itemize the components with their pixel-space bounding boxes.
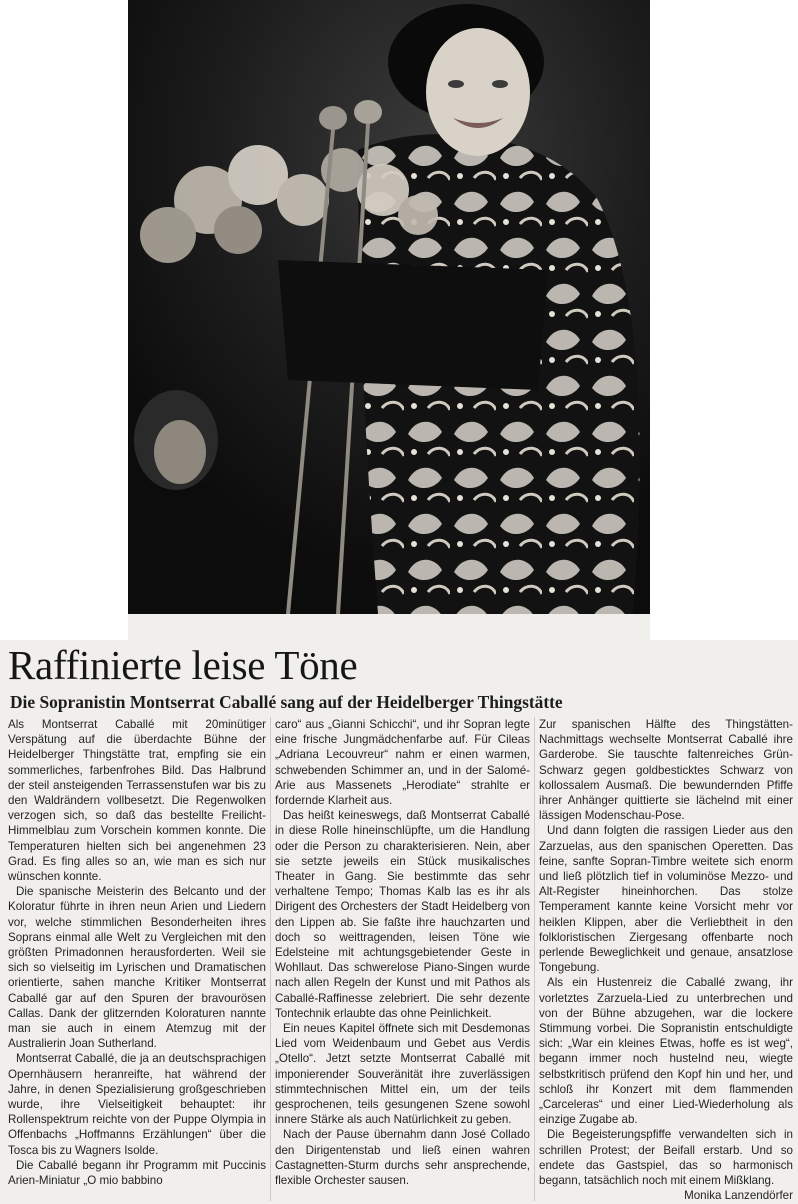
paragraph: Und dann folgten die rassigen Lieder aus den Zarzuelas, aus den spanischen Operetten. Das feine, sanfte Sopran-Timbre weitete sich enorm und ließ plötzlich tief in voluminöse Mezzo- und Alt-Register hineinhorchen. Das stolze Temperament kannte keine Vorsicht mehr vor heiklen Klippen, aber die Verliebtheit in den folkloristischen Ziergesang offenbarte noch perlende Beweglichkeit und genaue, ansatzlose Tongebung.	[539, 824, 793, 975]
paragraph: Das heißt keineswegs, daß Montserrat Caballé in diese Rolle hineinschlüpfte, um die Handlung oder die Person zu charakterisieren. Nein, aber sie setzte jeweils ein Stück musikalisches Theater in Gang. Sie bestimmte das sehr verhaltene Tempo; Thomas Kalb las es ihr als Dirigent des Orchesters der Stadt Heidelberg von den Lippen ab. Sie faßte ihre hauchzarten und doch so weittragenden, leisen Töne wie Edelsteine mit achtungsgebietender Geste in Wohllaut. Das schwerelose Piano-Singen wurde nach allen Regeln der Kunst und mit Pathos als Caballé-Raffinesse zelebriert. Die sehr dezente Tontechnik erlaubte das ohne Peinlichkeit.	[275, 809, 530, 1020]
paragraph: Zur spanischen Hälfte des Thingstätten-Nachmittags wechselte Montserrat Caballé ihre Garderobe. Sie tauschte faltenreiches Grün-Schwarz gegen goldbesticktes Schwarz von kollossalem Ausmaß. Die bewundernden Pfiffe ihrer Anhänger quittierte sie lächelnd mit einer lässigen Modenschau-Pose.	[539, 718, 793, 823]
article-column-1	[8, 717, 266, 1188]
paragraph: Ein neues Kapitel öffnete sich mit Desdemonas Lied vom Weidenbaum und Gebet aus Verdis „Otello“. Jetzt setzte Montserrat Caballé mit imponierender Souveränität ihre zuverlässigen stimmtechnischen Mittel ein, um der teils gesprochenen, teils gesungenen Szene sowohl innere Stärke als auch Natürlichkeit zu geben.	[275, 1022, 530, 1127]
paragraph: Als ein Hustenreiz die Caballé zwang, ihr vorletztes Zarzuela-Lied zu unterbrechen und von der Bühne abzugehen, war die lockere Stimmung vorbei. Die Sopranistin entschuldigte sich: „War ein kleines Etwas, hoffe es ist weg“, begann immer noch husteInd neu, wiegte selbstkritisch prüfend den Kopf hin und her, und schloß ihr Konzert mit dem flammenden „Carceleras“ und einer Lied-Wiederholung als einzige Zugabe ab.	[539, 976, 793, 1127]
face-shape	[426, 28, 530, 156]
article-photo	[128, 0, 654, 614]
paragraph: Als Montserrat Caballé mit 20minütiger Verspätung auf die überdachte Bühne der Heidelberger Thingstätte trat, empfing sie ein sommerliches, farbenfrohes Bild. Das Halbrund der steil ansteigenden Terrassenstufen war bis zu den Waldrändern vollbesetzt. Die Regenwolken verzogen sich, so daß das bestellte Freilicht-Himmelblau zum Vorschein kommen konnte. Die Temperaturen hielten sich bei angenehmen 23 Grad. Es fing alles so an, wie man es sich nur wünschen konnte.	[8, 718, 266, 884]
photo-margin	[650, 0, 664, 640]
article-column-2	[275, 717, 530, 1188]
column-divider	[270, 717, 271, 1201]
paragraph: Die spanische Meisterin des Belcanto und der Koloratur führte in ihren neun Arien und Liedern vor, welche stimmlichen Besonderheiten ihres Soprans einmal alle Welt zu Vergleichen mit den größten Primadonnen herausforderten. Weil sie sich so vielseitig im Lyrischen und Dramatischen orientierte, sahen manche Kritiker Montserrat Caballé gar auf den Spuren der bravourösen Callas. Dank der glitzernden Koloraturen nannte man sie auch in einem Atemzug mit der Australierin Joan Sutherland.	[8, 885, 266, 1051]
paragraph: Montserrat Caballé, die ja an deutschsprachigen Opernhäusern heranreifte, hat während der Jahre, in denen Spezialisierung großgeschrieben wurde, ihre Vielseitigkeit behauptet: ihr Rollenspektrum reichte von der Puppe Olympia in Offenbachs „Hoffmanns Erzählungen“ über die Tosca bis zu Wagners Isolde.	[8, 1052, 266, 1157]
paragraph: caro“ aus „Gianni Schicchi“, und ihr Sopran legte eine frische Jungmädchenfarbe auf. Für Cileas „Adriana Lecouvreur“ nahm er einen warmen, schwebenden Schimmer an, und in der Salomé-Arie aus Massenets „Herodiate“ strahlte er fordernde Klarheit aus.	[275, 718, 530, 808]
paragraph	[539, 1127, 793, 1203]
singer-photo-illustration	[128, 0, 654, 614]
article-column-3	[539, 717, 793, 1204]
author-byline: Monika Lanzendörfer	[684, 1189, 793, 1203]
scan-margin-left	[0, 0, 128, 640]
article-subheadline: Die Sopranistin Montserrat Caballé sang auf der Heidelberger Thingstätte	[10, 692, 563, 712]
paragraph-text: Die Begeisterungspfiffe verwandelten sich in schrillen Protest; der Beifall erstarb. Und so endete das Gastspiel, das so harmonisch begann, tatsächlich noch mit einem Mißklang.	[539, 1128, 793, 1188]
paragraph: Die Caballé begann ihr Programm mit Puccinis Arien-Miniatur „O mio babbino	[8, 1158, 266, 1188]
column-divider	[534, 717, 535, 1201]
article-headline: Raffinierte leise Töne	[8, 642, 358, 688]
lectern-shape	[278, 260, 548, 390]
scan-margin-right	[654, 0, 798, 640]
paragraph: Nach der Pause übernahm dann José Collado den Dirigentenstab und ließ einen wahren Castagnetten-Sturm durchs sehr ansprechende, flexible Orchester sausen.	[275, 1128, 530, 1188]
